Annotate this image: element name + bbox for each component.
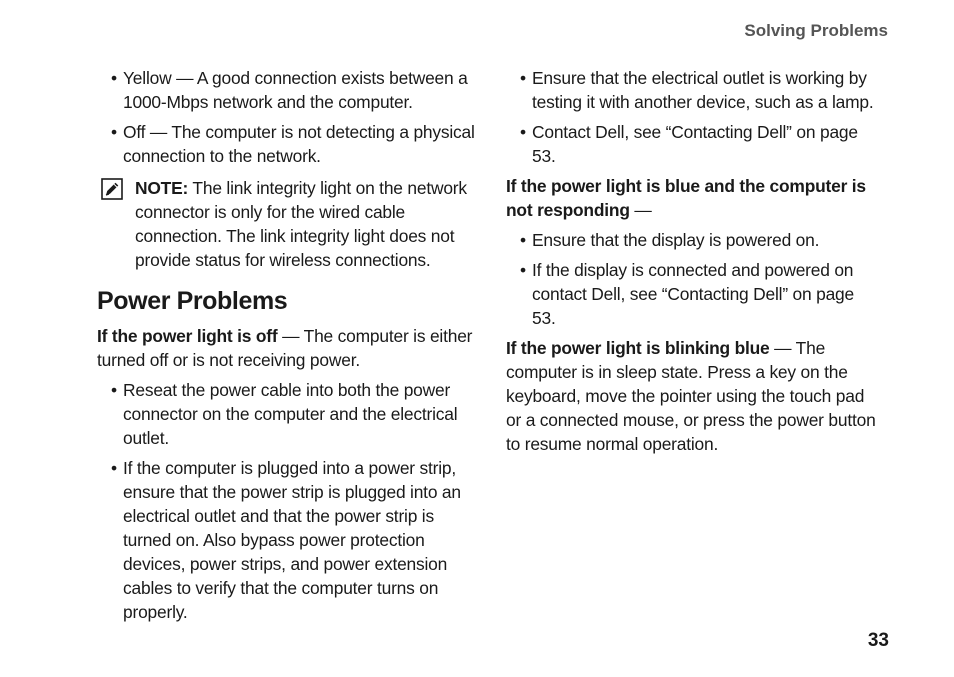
bullet-text: Ensure that the display is powered on. <box>532 230 820 250</box>
bullet-dot: • <box>111 380 117 400</box>
bullet-text: Yellow — A good connection exists between a 1000-Mbps network and the computer. <box>123 68 468 112</box>
bullet-dot: • <box>520 68 526 88</box>
paragraph-text: — <box>629 200 652 220</box>
bullet-dot: • <box>520 260 526 280</box>
paragraph-lead: If the power light is blue and the computer is not responding <box>506 176 866 220</box>
list-item <box>506 258 882 330</box>
note-block <box>97 176 483 272</box>
bullet-dot: • <box>520 122 526 142</box>
list-item <box>506 120 882 168</box>
list-item <box>97 378 483 450</box>
note-text: The link integrity light on the network connector is only for the wired cable connection. The link integrity light does not provide status for wireless connections. <box>135 178 467 270</box>
paragraph-lead: If the power light is blinking blue <box>506 338 770 358</box>
pencil-note-icon <box>101 178 123 200</box>
bullet-dot: • <box>111 122 117 142</box>
list-item <box>506 66 882 114</box>
blinking-blue-paragraph <box>506 336 882 456</box>
note-label: NOTE: <box>135 178 189 198</box>
list-item <box>97 66 483 114</box>
paragraph-lead: If the power light is off <box>97 326 278 346</box>
bullet-dot: • <box>111 68 117 88</box>
section-heading: Power Problems <box>97 287 288 315</box>
bullet-text: Off — The computer is not detecting a physical connection to the network. <box>123 122 475 166</box>
bullet-text: If the computer is plugged into a power strip, ensure that the power strip is plugged into an electrical outlet and that the power strip is turned on. Also bypass power protection devices, power strips, and power extension cables to verify that the computer turns on properly. <box>123 458 461 622</box>
list-item <box>506 228 882 252</box>
list-item <box>97 120 483 168</box>
power-off-paragraph <box>97 324 483 372</box>
bullet-dot: • <box>111 458 117 478</box>
paragraph-text: — The computer is in sleep state. Press a key on the keyboard, move the pointer using the touch pad or a connected mouse, or press the power button to resume normal operation. <box>506 338 876 454</box>
blue-not-responding-paragraph <box>506 174 882 222</box>
paragraph-text: — The computer is either turned off or is not receiving power. <box>97 326 473 370</box>
bullet-text: Ensure that the electrical outlet is working by testing it with another device, such as a lamp. <box>532 68 874 112</box>
bullet-dot: • <box>520 230 526 250</box>
left-column <box>97 66 483 630</box>
bullet-text: If the display is connected and powered on contact Dell, see “Contacting Dell” on page 53. <box>532 260 855 328</box>
bullet-text: Contact Dell, see “Contacting Dell” on page 53. <box>532 122 858 166</box>
right-column <box>506 66 882 462</box>
list-item <box>97 456 483 624</box>
section-header: Solving Problems <box>744 21 888 40</box>
bullet-text: Reseat the power cable into both the power connector on the computer and the electrical outlet. <box>123 380 458 448</box>
page-number: 33 <box>867 630 889 651</box>
